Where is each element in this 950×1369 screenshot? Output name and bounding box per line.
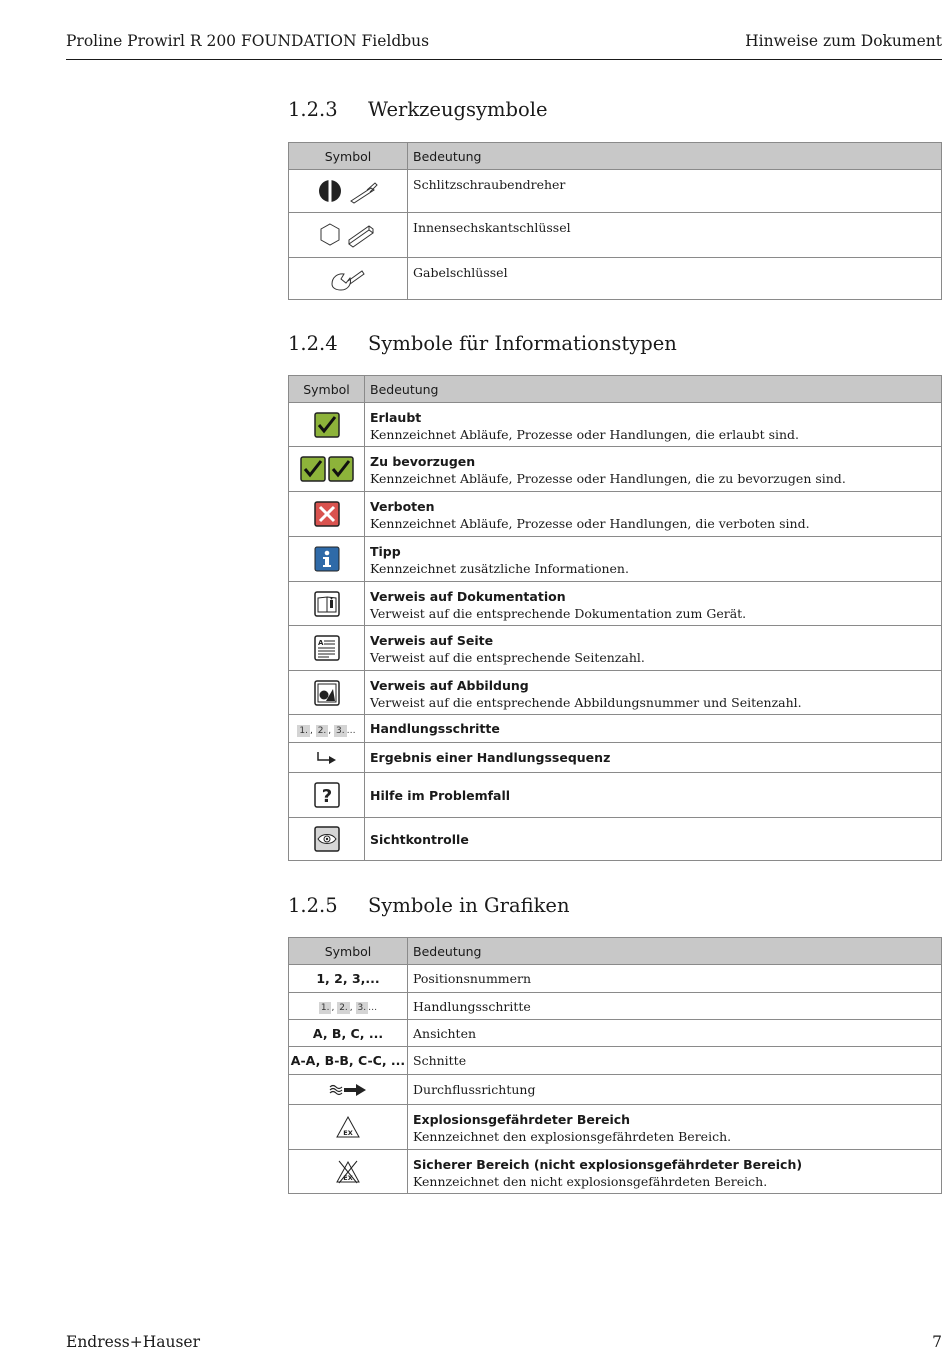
double-check-icon	[300, 456, 354, 482]
question-icon	[314, 782, 340, 808]
section-heading: Symbole für Informationstypen	[368, 332, 677, 355]
info-types-table	[288, 375, 942, 861]
info-type-description: Kennzeichnet Abläufe, Prozesse oder Handlungen, die zu bevorzugen sind.	[370, 471, 846, 486]
symbol-cell: A, B, C, ...	[289, 1020, 408, 1047]
meaning-cell: Durchflussrichtung	[408, 1075, 942, 1105]
info-type-title: Erlaubt	[370, 410, 422, 425]
graphic-symbol-description: Kennzeichnet den explosionsgefährdeten Bereich.	[413, 1129, 732, 1144]
cross-icon	[314, 501, 340, 527]
graphic-symbol-description: Kennzeichnet den nicht explosionsgefährdeten Bereich.	[413, 1174, 768, 1189]
book-icon	[314, 591, 340, 617]
meaning-cell: Gabelschlüssel	[408, 258, 942, 300]
section-title-info	[288, 332, 677, 355]
header-chapter-title: Hinweise zum Dokument	[745, 32, 942, 50]
ex-zone-icon	[335, 1115, 361, 1139]
step-marker: 1.	[299, 725, 308, 736]
steps-suffix: …	[346, 725, 356, 736]
table-header-row	[289, 938, 942, 965]
svg-text:?: ?	[321, 786, 332, 807]
column-header-meaning: Bedeutung	[365, 376, 942, 403]
meaning-cell: Handlungsschritte	[408, 993, 942, 1020]
step-marker: 1.	[320, 1003, 330, 1013]
meaning-cell: Schlitzschraubendreher	[408, 170, 942, 213]
section-title-graphics	[288, 894, 570, 917]
table-row	[289, 213, 942, 258]
info-type-description: Kennzeichnet Abläufe, Prozesse oder Handlungen, die erlaubt sind.	[370, 427, 800, 442]
table-row	[289, 1105, 942, 1150]
symbol-cell: 1, 2, 3,...	[289, 965, 408, 993]
info-type-description: Kennzeichnet zusätzliche Informationen.	[370, 561, 629, 576]
info-type-title: Ergebnis einer Handlungssequenz	[370, 750, 611, 765]
info-type-description: Verweist auf die entsprechende Dokumentation zum Gerät.	[370, 606, 747, 621]
step-marker: 3.	[336, 725, 345, 736]
ex-label: EX	[343, 1173, 353, 1182]
table-row	[289, 1047, 942, 1075]
info-type-title: Verweis auf Seite	[370, 633, 494, 648]
table-row	[289, 743, 942, 773]
meaning-cell: Schnitte	[408, 1047, 942, 1075]
meaning-cell: Positionsnummern	[408, 965, 942, 993]
section-number: 1.2.5	[288, 894, 338, 917]
info-type-title: Verweis auf Dokumentation	[370, 589, 566, 604]
info-type-title: Tipp	[370, 544, 401, 559]
hex-key-icon	[317, 220, 379, 250]
table-row	[289, 671, 942, 715]
column-header-meaning: Bedeutung	[408, 143, 942, 170]
ex-label: EX	[343, 1129, 353, 1137]
table-row	[289, 447, 942, 492]
symbol-cell: A-A, B-B, C-C, ...	[289, 1047, 408, 1075]
table-row	[289, 1150, 942, 1194]
graphics-symbols-table	[288, 937, 942, 1194]
step-marker: 2.	[317, 725, 327, 736]
info-type-title: Verboten	[370, 499, 435, 514]
page-number: 7	[932, 1333, 942, 1351]
table-row	[289, 818, 942, 861]
info-type-description: Verweist auf die entsprechende Abbildungsnummer und Seitenzahl.	[370, 695, 802, 710]
graphic-symbol-title: Sicherer Bereich (nicht explosionsgefährdeter Bereich)	[413, 1157, 803, 1172]
result-arrow-icon	[315, 751, 339, 765]
info-type-description: Verweist auf die entsprechende Seitenzahl.	[370, 650, 645, 665]
svg-text:A: A	[317, 639, 323, 647]
table-header-row	[289, 376, 942, 403]
check-icon	[314, 412, 340, 438]
steps-suffix: …	[368, 1003, 378, 1013]
table-row	[289, 582, 942, 626]
table-row	[289, 492, 942, 537]
meaning-cell: Ansichten	[408, 1020, 942, 1047]
section-number: 1.2.3	[288, 98, 338, 121]
info-type-title: Zu bevorzugen	[370, 454, 476, 469]
table-row	[289, 403, 942, 447]
figure-icon	[314, 680, 340, 706]
column-header-symbol: Symbol	[289, 376, 365, 403]
table-row	[289, 993, 942, 1020]
header-product-title: Proline Prowirl R 200 FOUNDATION Fieldbus	[66, 32, 430, 50]
info-type-description: Kennzeichnet Abläufe, Prozesse oder Handlungen, die verboten sind.	[370, 516, 810, 531]
flow-direction-icon	[328, 1083, 368, 1097]
page-header	[66, 30, 942, 60]
meaning-cell: Innensechskantschlüssel	[408, 213, 942, 258]
info-type-title: Verweis auf Abbildung	[370, 678, 529, 693]
info-type-title: Sichtkontrolle	[370, 831, 469, 847]
table-row	[289, 773, 942, 818]
table-header-row	[289, 143, 942, 170]
section-number: 1.2.4	[288, 332, 338, 355]
tools-table	[288, 142, 942, 300]
section-heading: Symbole in Grafiken	[368, 894, 570, 917]
table-row	[289, 715, 942, 743]
steps-icon: 1. , 2. , 3. …	[299, 725, 356, 736]
eye-icon	[314, 826, 340, 852]
graphic-symbol-title: Explosionsgefährdeter Bereich	[413, 1112, 631, 1127]
screwdriver-icon	[317, 176, 379, 206]
column-header-symbol: Symbol	[289, 938, 408, 965]
wrench-icon	[328, 264, 368, 294]
table-row	[289, 170, 942, 213]
section-title-tools	[288, 98, 548, 121]
page-icon	[314, 635, 340, 661]
column-header-symbol: Symbol	[289, 143, 408, 170]
section-heading: Werkzeugsymbole	[368, 98, 548, 121]
table-row	[289, 537, 942, 582]
table-row	[289, 1020, 942, 1047]
footer-brand: Endress+Hauser	[66, 1333, 200, 1351]
table-row	[289, 258, 942, 300]
steps-icon: 1. , 2. , 3. …	[320, 1003, 378, 1013]
safe-zone-icon	[335, 1159, 361, 1185]
column-header-meaning: Bedeutung	[408, 938, 942, 965]
step-marker: 3.	[357, 1003, 367, 1013]
table-row	[289, 965, 942, 993]
info-type-title: Hilfe im Problemfall	[370, 787, 511, 803]
step-marker: 2.	[339, 1003, 348, 1013]
table-row	[289, 626, 942, 671]
info-icon	[314, 546, 340, 572]
table-row	[289, 1075, 942, 1105]
info-type-title: Handlungsschritte	[370, 721, 500, 736]
